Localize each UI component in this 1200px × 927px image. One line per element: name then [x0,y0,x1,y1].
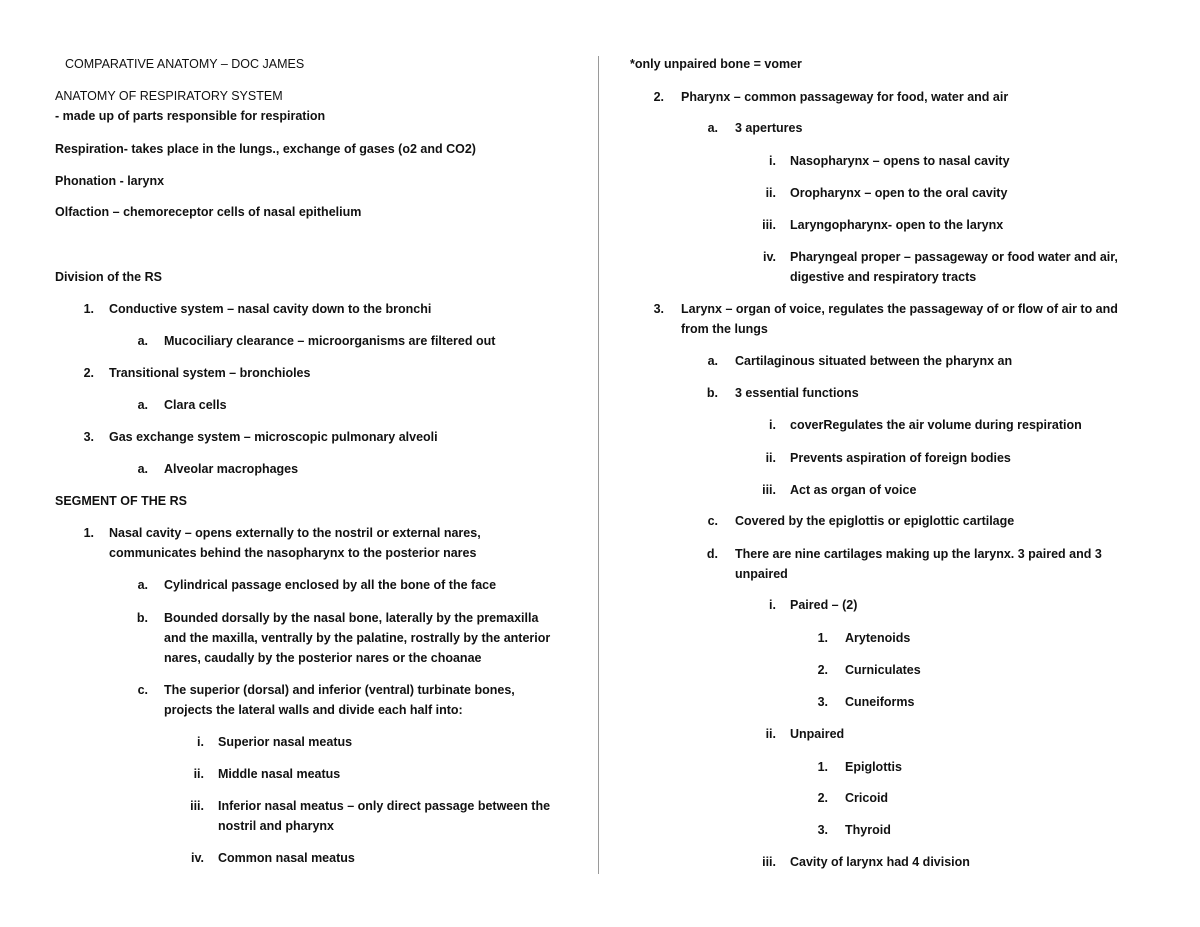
list-item-continuation: unpaired [735,567,788,581]
list-marker: 2. [817,791,828,805]
list-item: Nasal cavity – opens externally to the nostril or external nares, [109,526,481,540]
list-marker: i. [769,598,776,612]
list-item: Cuneiforms [845,695,915,709]
section-heading-anatomy: ANATOMY OF RESPIRATORY SYSTEM [55,89,283,103]
list-marker: iv. [191,851,204,865]
list-marker: 1. [83,302,94,316]
list-item: Mucociliary clearance – microorganisms are filtered out [164,334,496,348]
list-marker: ii. [765,186,776,200]
list-marker: ii. [765,451,776,465]
division-heading: Division of the RS [55,270,162,284]
list-marker: 3. [653,302,664,316]
list-item: 3 apertures [735,121,803,135]
list-item: Pharynx – common passageway for food, water and air [681,90,1009,104]
list-marker: 2. [83,366,94,380]
list-item: Larynx – organ of voice, regulates the passageway of or flow of air to and [681,302,1118,316]
list-marker: a. [707,354,718,368]
list-item: Cylindrical passage enclosed by all the bone of the face [164,578,497,592]
list-item: Transitional system – bronchioles [109,366,311,380]
list-item: Cavity of larynx had 4 division [790,855,970,869]
list-item: Bounded dorsally by the nasal bone, laterally by the premaxilla [164,611,539,625]
list-item-continuation: digestive and respiratory tracts [790,270,977,284]
list-item: Clara cells [164,398,227,412]
list-marker: a. [137,462,148,476]
list-marker: 1. [83,526,94,540]
list-marker: 3. [817,823,828,837]
olfaction-line: Olfaction – chemoreceptor cells of nasal epithelium [55,205,362,219]
list-marker: iii. [762,483,776,497]
list-item: coverRegulates the air volume during respiration [790,418,1082,432]
list-marker: iii. [762,855,776,869]
list-item: There are nine cartilages making up the larynx. 3 paired and 3 [735,547,1102,561]
document-title: COMPARATIVE ANATOMY – DOC JAMES [65,57,305,71]
vomer-note: *only unpaired bone = vomer [630,57,802,71]
list-item: Gas exchange system – microscopic pulmonary alveoli [109,430,438,444]
list-item: Nasopharynx – opens to nasal cavity [790,154,1010,168]
list-item: Cartilaginous situated between the pharynx an [735,354,1013,368]
list-item: Prevents aspiration of foreign bodies [790,451,1011,465]
list-item: The superior (dorsal) and inferior (ventral) turbinate bones, [164,683,515,697]
list-item: Thyroid [845,823,891,837]
list-item: Laryngopharynx- open to the larynx [790,218,1004,232]
list-marker: d. [706,547,718,561]
list-item-continuation: and the maxilla, ventrally by the palatine, rostrally by the anterior [164,631,551,645]
list-marker: 1. [817,631,828,645]
list-marker: 3. [817,695,828,709]
list-item: Act as organ of voice [790,483,917,497]
list-item: Common nasal meatus [218,851,355,865]
list-marker: a. [137,578,148,592]
list-item-continuation: nostril and pharynx [218,819,334,833]
list-item: Covered by the epiglottis or epiglottic cartilage [735,514,1015,528]
segment-heading: SEGMENT OF THE RS [55,494,187,508]
anatomy-subheading: - made up of parts responsible for respiration [55,109,326,123]
list-marker: a. [137,334,148,348]
list-item: Cricoid [845,791,889,805]
list-marker: i. [769,154,776,168]
list-item: Oropharynx – open to the oral cavity [790,186,1008,200]
phonation-line: Phonation - larynx [55,174,165,188]
list-item: Superior nasal meatus [218,735,353,749]
list-marker: a. [707,121,718,135]
list-marker: c. [137,683,148,697]
list-marker: 2. [653,90,664,104]
list-item: Paired – (2) [790,598,858,612]
list-item: Unpaired [790,727,845,741]
list-marker: b. [706,386,718,400]
list-marker: i. [197,735,204,749]
list-marker: 3. [83,430,94,444]
respiration-line: Respiration- takes place in the lungs., exchange of gases (o2 and CO2) [55,142,476,156]
list-item: 3 essential functions [735,386,859,400]
list-marker: 1. [817,760,828,774]
list-marker: iii. [762,218,776,232]
list-marker: iii. [190,799,204,813]
list-marker: iv. [763,250,776,264]
list-item: Pharyngeal proper – passageway or food water and air, [790,250,1118,264]
list-marker: a. [137,398,148,412]
list-item: Epiglottis [845,760,902,774]
list-marker: b. [136,611,148,625]
list-item: Alveolar macrophages [164,462,299,476]
list-item-continuation: projects the lateral walls and divide each half into: [164,703,463,717]
list-marker: 2. [817,663,828,677]
list-marker: i. [769,418,776,432]
list-marker: ii. [193,767,204,781]
list-item: Middle nasal meatus [218,767,341,781]
list-item: Arytenoids [845,631,911,645]
list-item: Conductive system – nasal cavity down to the bronchi [109,302,432,316]
list-item-continuation: from the lungs [681,322,768,336]
list-marker: ii. [765,727,776,741]
list-marker: c. [707,514,718,528]
list-item-continuation: nares, caudally by the posterior nares or the choanae [164,651,482,665]
list-item: Curniculates [845,663,921,677]
column-divider [598,56,599,874]
list-item: Inferior nasal meatus – only direct passage between the [218,799,551,813]
list-item-continuation: communicates behind the nasopharynx to the posterior nares [109,546,477,560]
